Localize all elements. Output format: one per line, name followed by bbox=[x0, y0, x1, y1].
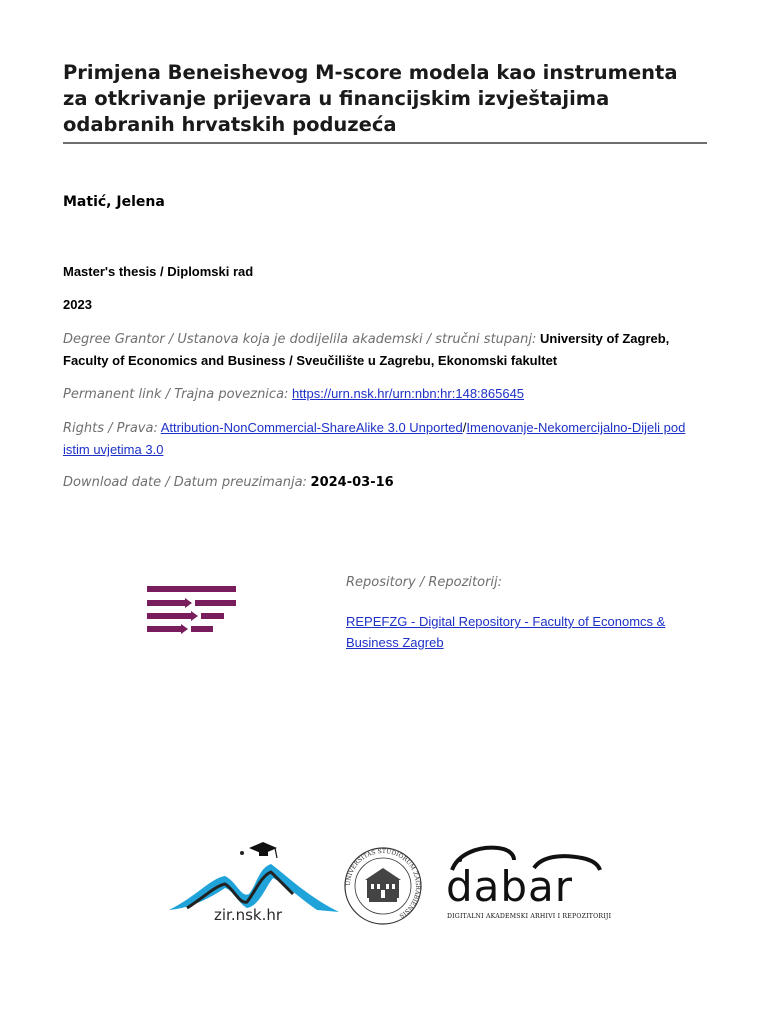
degree-grantor bbox=[63, 328, 703, 371]
repository-link[interactable]: REPEFZG - Digital Repository - Faculty of Economcs & Business Zagreb bbox=[346, 614, 666, 650]
thesis-year: 2023 bbox=[63, 297, 92, 312]
repository-label: Repository / Repozitorij: bbox=[346, 575, 503, 590]
document-title: Primjena Beneishevog M-score modela kao instrumenta za otkrivanje prijevara u financijskim izvještajima odabranih hrvatskih poduzeća bbox=[63, 61, 678, 136]
dabar-logo-subtitle: DIGITALNI AKADEMSKI ARHIVI I REPOZITORIJI bbox=[447, 913, 612, 920]
license-link-hr[interactable]: Imenovanje-Nekomercijalno-Dijeli pod istim uvjetima 3.0 bbox=[63, 420, 686, 457]
author-name: Matić, Jelena bbox=[63, 194, 165, 210]
rights bbox=[63, 417, 703, 460]
degree-grantor-label: Degree Grantor / Ustanova koja je dodijelila akademski / stručni stupanj: bbox=[63, 332, 537, 347]
thesis-type: Master's thesis / Diplomski rad bbox=[63, 264, 254, 279]
dabar-logo-text: dabar bbox=[446, 862, 574, 911]
permanent-link bbox=[63, 383, 703, 405]
repository-link-wrap bbox=[346, 611, 686, 653]
download-date bbox=[63, 471, 703, 493]
download-date-value: 2024-03-16 bbox=[310, 475, 394, 490]
repository-logo-icon bbox=[145, 584, 239, 638]
permanent-link-url[interactable]: https://urn.nsk.hr/urn:nbn:hr:148:865645 bbox=[292, 386, 525, 401]
rights-label: Rights / Prava: bbox=[63, 421, 158, 436]
license-link-en[interactable]: Attribution-NonCommercial-ShareAlike 3.0 Unported bbox=[160, 420, 463, 435]
download-date-label: Download date / Datum preuzimanja: bbox=[63, 475, 307, 490]
degree-grantor-value: University of Zagreb, Faculty of Economics and Business / Sveučilište u Zagrebu, Ekonomski fakultet bbox=[63, 331, 670, 368]
seal-text: UNIVERSITAS STUDIORUM ZAGRABIENSIS bbox=[344, 847, 422, 920]
license-separator: / bbox=[462, 420, 467, 435]
title-divider bbox=[63, 142, 707, 144]
permanent-link-label: Permanent link / Trajna poveznica: bbox=[63, 387, 289, 402]
zir-logo-text: zir.nsk.hr bbox=[214, 906, 283, 924]
university-seal-icon bbox=[343, 846, 423, 926]
